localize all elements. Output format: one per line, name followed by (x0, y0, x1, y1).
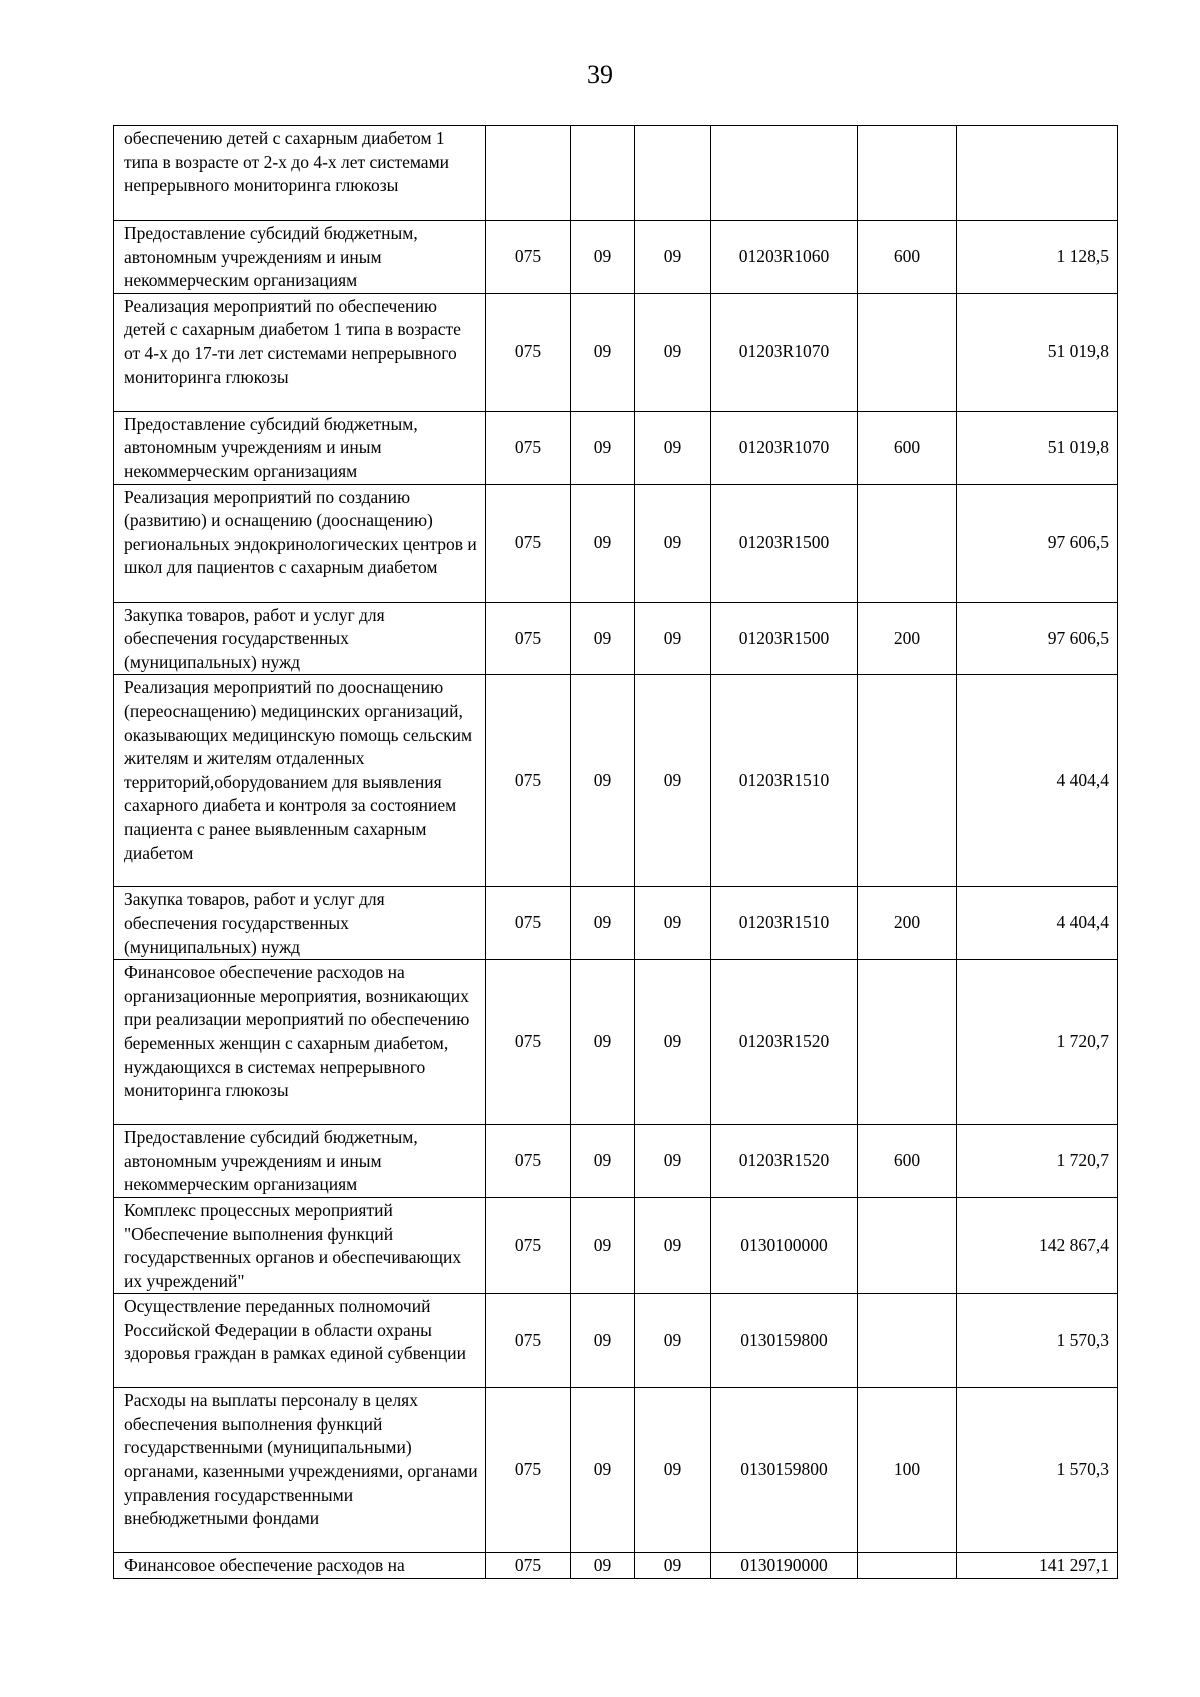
amount-cell: 1 570,3 (957, 1388, 1118, 1553)
ministry-code-cell: 075 (486, 602, 571, 675)
subsection-code-cell: 09 (635, 675, 711, 887)
row-name-cell: Закупка товаров, работ и услуг для обеспечения государственных (муниципальных) нужд (114, 602, 486, 675)
ministry-code-cell: 075 (486, 1294, 571, 1388)
ministry-code-cell: 075 (486, 484, 571, 602)
table-row (114, 887, 1118, 960)
section-code-cell: 09 (571, 1553, 635, 1579)
ministry-code-cell: 075 (486, 1388, 571, 1553)
amount-cell: 1 570,3 (957, 1294, 1118, 1388)
section-code-cell: 09 (571, 1125, 635, 1198)
target-article-cell (711, 126, 858, 221)
amount-cell: 1 128,5 (957, 221, 1118, 294)
section-code-cell: 09 (571, 221, 635, 294)
table-row (114, 221, 1118, 294)
target-article-cell: 01203R1500 (711, 484, 858, 602)
expense-kind-cell (858, 293, 957, 411)
table-row (114, 411, 1118, 484)
subsection-code-cell (635, 126, 711, 221)
row-name-cell: Предоставление субсидий бюджетным, автономным учреждениям и иным некоммерческим организациям (114, 411, 486, 484)
target-article-cell: 0130190000 (711, 1553, 858, 1579)
target-article-cell: 01203R1510 (711, 675, 858, 887)
ministry-code-cell: 075 (486, 1125, 571, 1198)
ministry-code-cell: 075 (486, 960, 571, 1125)
row-name-cell: Реализация мероприятий по дооснащению (переоснащению) медицинских организаций, оказывающих медицинскую помощь сельским жителям и жителям отдаленных территорий,оборудованием для выявления сахарного диабета и контроля за состоянием пациента с ранее выявленным сахарным диабетом (114, 675, 486, 887)
row-name-cell: Реализация мероприятий по созданию (развитию) и оснащению (дооснащению) региональных эндокринологических центров и школ для пациентов с сахарным диабетом (114, 484, 486, 602)
target-article-cell: 01203R1510 (711, 887, 858, 960)
ministry-code-cell: 075 (486, 1553, 571, 1579)
subsection-code-cell: 09 (635, 1388, 711, 1553)
subsection-code-cell: 09 (635, 221, 711, 294)
section-code-cell: 09 (571, 602, 635, 675)
subsection-code-cell: 09 (635, 484, 711, 602)
subsection-code-cell: 09 (635, 1197, 711, 1293)
expense-kind-cell (858, 1553, 957, 1579)
table-row (114, 1125, 1118, 1198)
table-row (114, 1294, 1118, 1388)
table-row (114, 675, 1118, 887)
page-number: 39 (587, 60, 613, 89)
subsection-code-cell: 09 (635, 1294, 711, 1388)
budget-table (113, 125, 1118, 1579)
amount-cell: 1 720,7 (957, 1125, 1118, 1198)
ministry-code-cell: 075 (486, 411, 571, 484)
expense-kind-cell: 600 (858, 221, 957, 294)
table-row (114, 293, 1118, 411)
amount-cell: 4 404,4 (957, 675, 1118, 887)
expense-kind-cell (858, 960, 957, 1125)
ministry-code-cell: 075 (486, 293, 571, 411)
row-name-cell: обеспечению детей с сахарным диабетом 1 типа в возрасте от 2-х до 4-х лет системами непрерывного мониторинга глюкозы (114, 126, 486, 221)
expense-kind-cell: 600 (858, 1125, 957, 1198)
section-code-cell: 09 (571, 484, 635, 602)
ministry-code-cell: 075 (486, 675, 571, 887)
amount-cell: 97 606,5 (957, 484, 1118, 602)
subsection-code-cell: 09 (635, 960, 711, 1125)
table-row (114, 484, 1118, 602)
section-code-cell: 09 (571, 411, 635, 484)
amount-cell: 97 606,5 (957, 602, 1118, 675)
row-name-cell: Расходы на выплаты персоналу в целях обеспечения выполнения функций государственными (муниципальными) органами, казенными учреждениями, органами управления государственными внебюджетными фондами (114, 1388, 486, 1553)
amount-cell: 51 019,8 (957, 293, 1118, 411)
subsection-code-cell: 09 (635, 602, 711, 675)
amount-cell (957, 126, 1118, 221)
section-code-cell: 09 (571, 1197, 635, 1293)
subsection-code-cell: 09 (635, 1553, 711, 1579)
target-article-cell: 01203R1520 (711, 1125, 858, 1198)
row-name-cell: Комплекс процессных мероприятий "Обеспечение выполнения функций государственных органов и обеспечивающих их учреждений" (114, 1197, 486, 1293)
expense-kind-cell: 100 (858, 1388, 957, 1553)
subsection-code-cell: 09 (635, 411, 711, 484)
table-row (114, 1388, 1118, 1553)
target-article-cell: 01203R1520 (711, 960, 858, 1125)
expense-kind-cell (858, 484, 957, 602)
section-code-cell: 09 (571, 1388, 635, 1553)
target-article-cell: 01203R1060 (711, 221, 858, 294)
target-article-cell: 01203R1070 (711, 293, 858, 411)
section-code-cell (571, 126, 635, 221)
subsection-code-cell: 09 (635, 1125, 711, 1198)
expense-kind-cell (858, 675, 957, 887)
expense-kind-cell (858, 1197, 957, 1293)
target-article-cell: 0130159800 (711, 1388, 858, 1553)
amount-cell: 141 297,1 (957, 1553, 1118, 1579)
expense-kind-cell (858, 1294, 957, 1388)
row-name-cell: Предоставление субсидий бюджетным, автономным учреждениям и иным некоммерческим организациям (114, 1125, 486, 1198)
subsection-code-cell: 09 (635, 293, 711, 411)
amount-cell: 4 404,4 (957, 887, 1118, 960)
expense-kind-cell: 200 (858, 602, 957, 675)
row-name-cell: Предоставление субсидий бюджетным, автономным учреждениям и иным некоммерческим организациям (114, 221, 486, 294)
amount-cell: 142 867,4 (957, 1197, 1118, 1293)
table-row (114, 1197, 1118, 1293)
row-name-cell: Реализация мероприятий по обеспечению детей с сахарным диабетом 1 типа в возрасте от 4-х до 17-ти лет системами непрерывного мониторинга глюкозы (114, 293, 486, 411)
expense-kind-cell: 600 (858, 411, 957, 484)
ministry-code-cell: 075 (486, 1197, 571, 1293)
ministry-code-cell: 075 (486, 887, 571, 960)
ministry-code-cell (486, 126, 571, 221)
target-article-cell: 01203R1500 (711, 602, 858, 675)
ministry-code-cell: 075 (486, 221, 571, 294)
section-code-cell: 09 (571, 1294, 635, 1388)
target-article-cell: 0130159800 (711, 1294, 858, 1388)
table-row (114, 1553, 1118, 1579)
amount-cell: 51 019,8 (957, 411, 1118, 484)
target-article-cell: 0130100000 (711, 1197, 858, 1293)
row-name-cell: Осуществление переданных полномочий Российской Федерации в области охраны здоровья граждан в рамках единой субвенции (114, 1294, 486, 1388)
section-code-cell: 09 (571, 960, 635, 1125)
table-row (114, 602, 1118, 675)
table-row (114, 960, 1118, 1125)
table-row (114, 126, 1118, 221)
expense-kind-cell (858, 126, 957, 221)
expense-kind-cell: 200 (858, 887, 957, 960)
row-name-cell: Финансовое обеспечение расходов на организационные мероприятия, возникающих при реализации мероприятий по обеспечению беременных женщин с сахарным диабетом, нуждающихся в системах непрерывного мониторинга глюкозы (114, 960, 486, 1125)
subsection-code-cell: 09 (635, 887, 711, 960)
section-code-cell: 09 (571, 887, 635, 960)
row-name-cell: Закупка товаров, работ и услуг для обеспечения государственных (муниципальных) нужд (114, 887, 486, 960)
amount-cell: 1 720,7 (957, 960, 1118, 1125)
section-code-cell: 09 (571, 293, 635, 411)
section-code-cell: 09 (571, 675, 635, 887)
target-article-cell: 01203R1070 (711, 411, 858, 484)
row-name-cell: Финансовое обеспечение расходов на (114, 1553, 486, 1579)
